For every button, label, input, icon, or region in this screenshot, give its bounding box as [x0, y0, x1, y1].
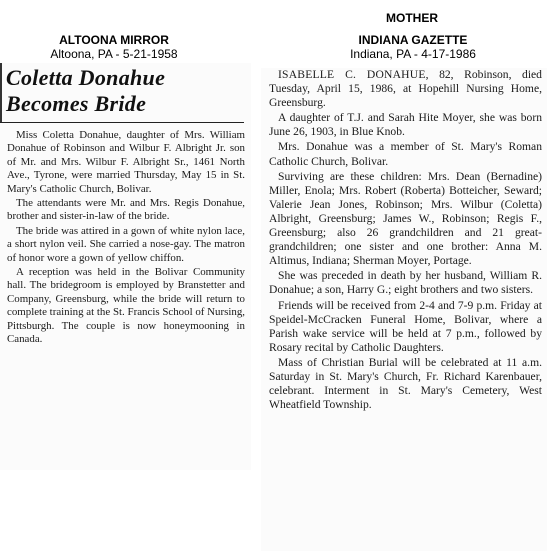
obituary-name: ISABELLE C. DONAHUE — [278, 68, 426, 81]
wedding-headline — [6, 65, 242, 117]
mother-caption — [332, 11, 492, 25]
wedding-article-body — [7, 129, 245, 348]
obituary-paragraph: A daughter of T.J. and Sarah Hite Moyer, she was born June 26, 1903, in Blue Knob. — [269, 111, 542, 139]
headline-box — [0, 63, 244, 123]
wedding-paragraph: Miss Coletta Donahue, daughter of Mrs. William Donahue of Robinson and Wilbur F. Albright Jr. son of Mr. and Mrs. Wilbur F. Albright Sr., 1461 North Ave., Tyrone, were married Thursday, May 15 in St. Mary's Catholic Church, Bolivar. — [7, 129, 245, 195]
wedding-announcement-clipping — [0, 63, 251, 470]
headline-line-2: Becomes Bride — [6, 91, 147, 116]
obituary-paragraph: Mrs. Donahue was a member of St. Mary's Roman Catholic Church, Bolivar. — [269, 140, 542, 168]
obituary-paragraph: Mass of Christian Burial will be celebrated at 11 a.m. Saturday in St. Mary's Church, Fr. Richard Karenbauer, celebrant. Interment in St. Mary's Cemetery, West Wheatfield Township. — [269, 355, 542, 412]
left-paper-name: ALTOONA MIRROR — [59, 33, 169, 47]
mother-label: MOTHER — [386, 11, 438, 25]
right-paper-name: INDIANA GAZETTE — [358, 33, 468, 47]
obituary-paragraph: Surviving are these children: Mrs. Dean (Bernadine) Miller, Enola; Mrs. Robert (Roberta) Botteicher, Seward; Valerie Jean Jones, Robinson; Mrs. Wilbur (Coletta) Albright, Greensburg; James W., Robinson; Regis F., Greensburg; also 26 grandchildren and 21 great-grandchildren; one sister and one brother: Anna M. Altimus, Indiana; Sherman Moyer, Portage. — [269, 169, 542, 268]
wedding-paragraph: The bride was attired in a gown of white nylon lace, a short nylon veil. She carried a nose-gay. The matron of honor wore a gown of yellow chiffon. — [7, 224, 245, 264]
headline-line-1: Coletta Donahue — [6, 65, 166, 90]
right-dateline: Indiana, PA - 4-17-1986 — [350, 47, 476, 61]
obituary-lead-text: , 82, Robinson, died Tuesday, April 15, 1986, at Hopehill Nursing Home, Greensburg. — [269, 68, 542, 110]
left-source-caption — [8, 33, 220, 61]
wedding-paragraph: The attendants were Mr. and Mrs. Regis Donahue, brother and sister-in-law of the bride. — [7, 197, 245, 223]
wedding-paragraph: A reception was held in the Bolivar Community hall. The bridegroom is employed by Branstetter and Company, Greensburg, while the bride will return to complete training at the St. Francis School of Nursing, Pittsburgh. The couple is now honeymooning in Canada. — [7, 266, 245, 346]
obituary-clipping — [261, 68, 547, 551]
right-source-caption — [318, 33, 508, 61]
obituary-paragraph: Friends will be received from 2-4 and 7-9 p.m. Friday at Speidel-McCracken Funeral Home, Bolivar, where a Parish wake service will be held at 7 p.m., followed by Rosary recital by Catholic Daughters. — [269, 298, 542, 354]
obituary-article-body — [269, 68, 542, 413]
left-dateline: Altoona, PA - 5-21-1958 — [50, 47, 178, 61]
obituary-lead-paragraph — [269, 68, 542, 110]
obituary-paragraph: She was preceded in death by her husband, William R. Donahue; a son, Harry G.; eight brothers and two sisters. — [269, 269, 542, 297]
